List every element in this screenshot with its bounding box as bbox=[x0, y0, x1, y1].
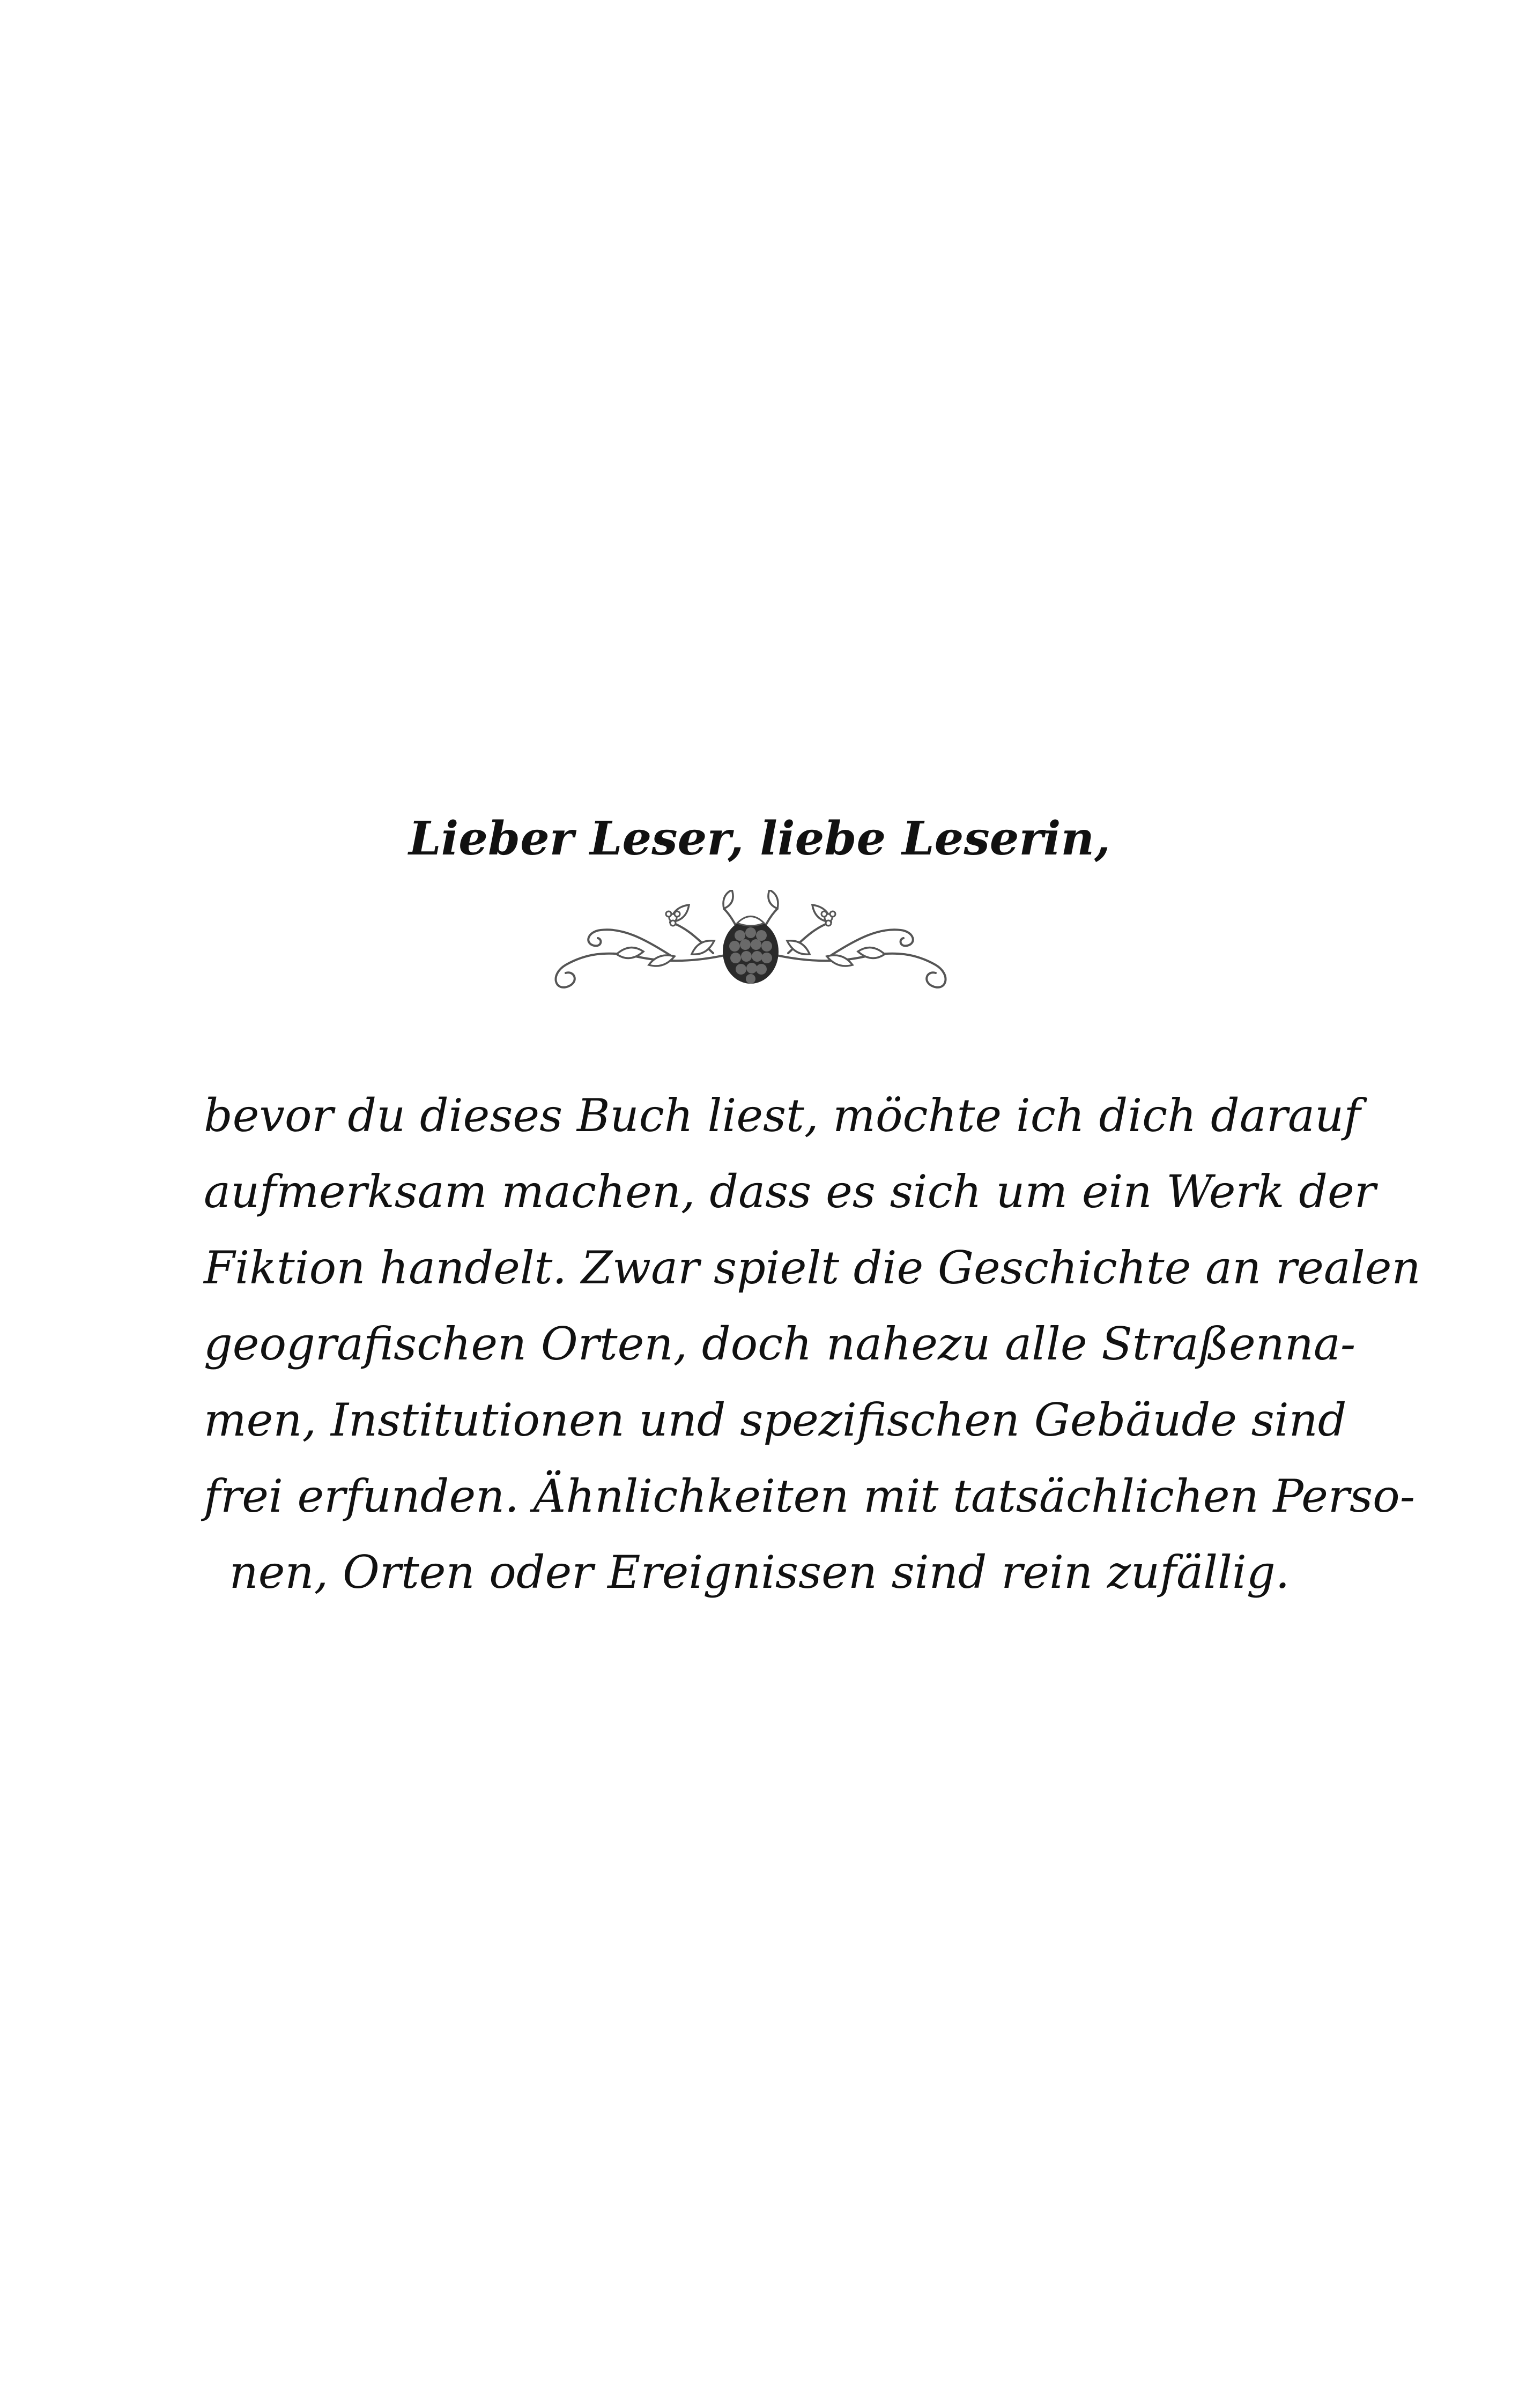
disclaimer-line: bevor du dieses Buch liest, möchte ich dich darauf bbox=[204, 1089, 1361, 1142]
disclaimer-line: men, Institutionen und spezifischen Gebäude sind bbox=[204, 1394, 1347, 1446]
disclaimer-line: nen, Orten oder Ereignissen sind rein zufällig. bbox=[229, 1546, 1290, 1599]
disclaimer-line: aufmerksam machen, dass es sich um ein Werk der bbox=[204, 1165, 1376, 1218]
disclaimer-line: geografischen Orten, doch nahezu alle Straßenna- bbox=[204, 1318, 1356, 1370]
salutation-heading: Lieber Leser, liebe Leserin, bbox=[409, 812, 1110, 866]
blackberry-vine-ornament-icon bbox=[536, 890, 965, 992]
disclaimer-line: Fiktion handelt. Zwar spielt die Geschichte an realen bbox=[204, 1242, 1421, 1294]
disclaimer-line: frei erfunden. Ähnlichkeiten mit tatsächlichen Perso- bbox=[204, 1470, 1416, 1522]
disclaimer-paragraph bbox=[204, 1077, 1421, 1610]
